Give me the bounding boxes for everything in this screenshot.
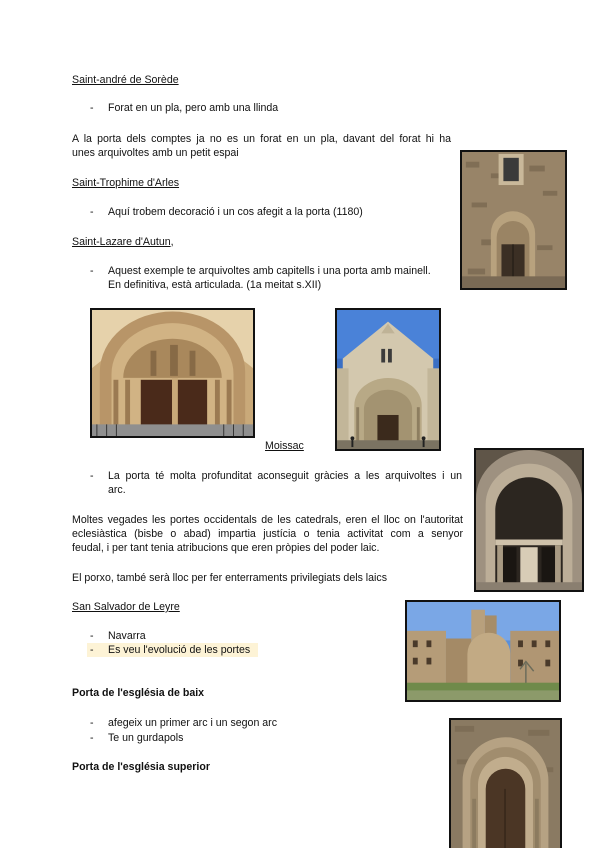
photo-moissac-portal — [474, 448, 584, 592]
paragraph-catedrals-line3: feudal, i per tant tenia atribucions que eren pròpies del poder laic. — [72, 542, 380, 554]
bullet-autun-line2: En definitiva, està articulada. (1a meitat s.XII) — [108, 279, 322, 291]
bullet-marker: - — [90, 630, 94, 642]
photo-arles-facade — [335, 308, 441, 451]
bullet-marker: - — [90, 732, 94, 744]
heading-autun-wrap — [72, 235, 174, 249]
bullet-sorede: Forat en un pla, pero amb una llinda — [108, 102, 279, 114]
heading-arles: Saint-Trophime d'Arles — [72, 177, 180, 189]
bullet-marker: - — [90, 102, 94, 114]
bullet-arles: Aquí trobem decoració i un cos afegit a la porta (1180) — [108, 206, 363, 218]
bullet-marker: - — [90, 265, 94, 277]
paragraph-comptes-line2: unes arquivoltes amb un petit espai — [72, 147, 239, 159]
bullet-autun-line1: Aquest exemple te arquivoltes amb capitells i una porta amb mainell. — [108, 265, 431, 277]
photo-leyre-portal — [449, 718, 562, 848]
bullet-moissac-line1: La porta té molta profunditat aconseguit gràcies a les arquivoltes i un — [108, 470, 462, 482]
photo-autun-tympanum — [90, 308, 255, 438]
bullet-marker: - — [90, 206, 94, 218]
photo-leyre-monastery — [405, 600, 561, 702]
paragraph-catedrals-line2: eclesiàstica (bisbe o abad) impartia justícia o tenia activitat com a senyor — [72, 528, 463, 540]
bullet-baix-2: Te un gurdapols — [108, 732, 184, 744]
bullet-moissac-line2: arc. — [108, 484, 126, 496]
heading-sorede: Saint-andré de Sorède — [72, 74, 179, 86]
heading-baix: Porta de l'església de baix — [72, 687, 205, 699]
bullet-leyre-1: Navarra — [108, 630, 146, 642]
caption-moissac: Moissac — [265, 440, 304, 452]
paragraph-comptes-line1: A la porta dels comptes ja no es un forat en un pla, davant del forat hi ha — [72, 133, 451, 145]
paragraph-porxo: El porxo, també serà lloc per fer enterraments privilegiats dels laics — [72, 572, 388, 584]
bullet-marker: - — [90, 644, 94, 656]
heading-superior: Porta de l'església superior — [72, 761, 210, 773]
bullet-marker: - — [90, 470, 94, 482]
bullet-baix-1: afegeix un primer arc i un segon arc — [108, 717, 277, 729]
heading-autun: Saint-Lazare d'Autun — [72, 236, 171, 248]
paragraph-catedrals-line1: Moltes vegades les portes occidentals de les catedrals, eren el lloc on l'autoritat — [72, 514, 463, 526]
bullet-leyre-2: Es veu l'evolució de les portes — [108, 644, 251, 656]
heading-leyre: San Salvador de Leyre — [72, 601, 180, 613]
photo-sorede-facade — [460, 150, 567, 290]
heading-autun-comma: , — [170, 236, 174, 248]
bullet-marker: - — [90, 717, 94, 729]
